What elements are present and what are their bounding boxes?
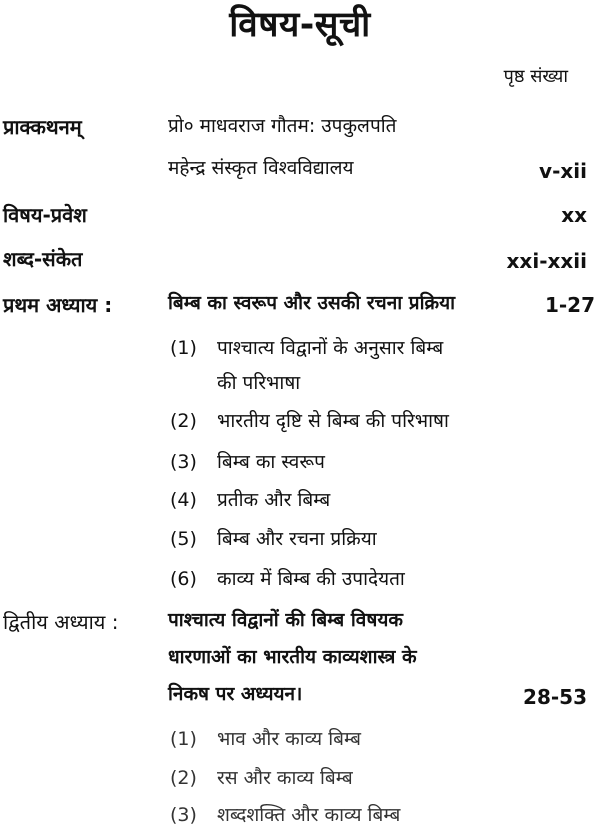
subitem-number: (2) (170, 410, 197, 432)
subitem-number: (3) (170, 804, 197, 826)
chapter-heading-dwitiya-line3: निकष पर अध्ययन। (168, 683, 303, 705)
subitem-text: रस और काव्य बिम्ब (217, 767, 353, 789)
subitem-text: प्रतीक और बिम्ब (217, 489, 331, 511)
subitem-number: (1) (170, 728, 197, 750)
subitem-text: बिम्ब और रचना प्रक्रिया (217, 528, 377, 550)
chapter-heading-pratham: बिम्ब का स्वरूप और उसकी रचना प्रक्रिया (168, 292, 456, 314)
subitem-number: (6) (170, 568, 197, 590)
chapter-pages-pratham: 1-27 (544, 293, 595, 317)
entry-label-vishay-pravesh: विषय-प्रवेश (3, 203, 87, 227)
subitem-text: भाव और काव्य बिम्ब (217, 728, 361, 750)
subitem-text: पाश्चात्य विद्वानों के अनुसार बिम्ब (217, 337, 444, 359)
subitem-text: बिम्ब का स्वरूप (217, 451, 325, 473)
chapter-label-dwitiya: द्वितीय अध्याय : (3, 610, 119, 634)
subitem-text: शब्दशक्ति और काव्य बिम्ब (217, 804, 401, 826)
entry-text-prakkathan-line2: महेन्द्र संस्कृत विश्वविद्यालय (168, 157, 354, 179)
subitem-number: (4) (170, 489, 197, 511)
subitem-text: भारतीय दृष्टि से बिम्ब की परिभाषा (217, 410, 449, 432)
entry-label-prakkathan: प्राक्कथनम् (3, 115, 82, 139)
subitem-number: (5) (170, 528, 197, 550)
entry-pages-shabd-sanket: xxi-xxii (506, 249, 587, 273)
page-number-header: पृष्ठ संख्या (503, 66, 568, 87)
subitem-text-continued: की परिभाषा (217, 372, 301, 394)
subitem-number: (1) (170, 337, 197, 359)
subitem-number: (3) (170, 451, 197, 473)
entry-label-shabd-sanket: शब्द-संकेत (3, 247, 83, 271)
entry-pages-prakkathan: v-xii (539, 159, 587, 183)
subitem-text: काव्य में बिम्ब की उपादेयता (217, 568, 405, 590)
chapter-pages-dwitiya: 28-53 (523, 685, 587, 709)
page-title: विषय-सूची (229, 5, 371, 45)
entry-pages-vishay-pravesh: xx (561, 203, 587, 227)
entry-text-prakkathan-line1: प्रो० माधवराज गौतम: उपकुलपति (168, 115, 397, 137)
chapter-label-pratham: प्रथम अध्याय : (3, 293, 113, 317)
chapter-heading-dwitiya-line2: धारणाओं का भारतीय काव्यशास्त्र के (168, 646, 417, 668)
chapter-heading-dwitiya-line1: पाश्चात्य विद्वानों की बिम्ब विषयक (168, 609, 403, 631)
subitem-number: (2) (170, 767, 197, 789)
